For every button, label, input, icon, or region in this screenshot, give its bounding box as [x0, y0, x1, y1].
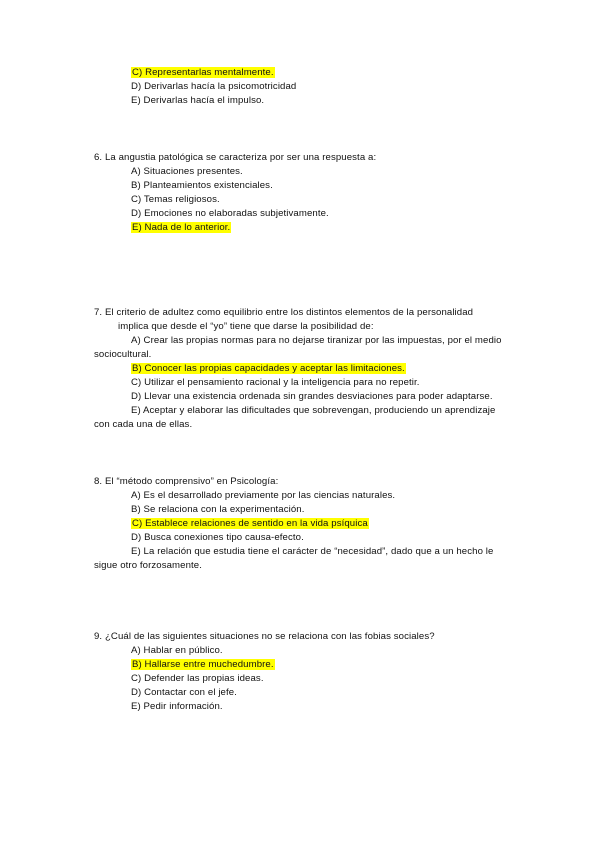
q6-option-a: A) Situaciones presentes.	[131, 166, 243, 177]
q7-stem-line-2: implica que desde el “yo” tiene que darse la posibilidad de:	[118, 321, 374, 332]
q8-option-e-line-1: E) La relación que estudia tiene el carácter de “necesidad”, dado que a un hecho le	[131, 546, 494, 557]
q7-option-a-line-1: A) Crear las propias normas para no dejarse tiranizar por las impuestas, por el medio	[131, 335, 502, 346]
q9-option-a: A) Hablar en público.	[131, 645, 223, 656]
q5-option-e: E) Derivarlas hacía el impulso.	[131, 95, 265, 106]
q8-stem: 8. El “método comprensivo” en Psicología:	[94, 476, 279, 487]
q8-option-a: A) Es el desarrollado previamente por las ciencias naturales.	[131, 490, 396, 501]
q6-option-b: B) Planteamientos existenciales.	[131, 180, 273, 191]
answer-highlight: C) Representarlas mentalmente.	[132, 67, 274, 78]
answer-highlight: C) Establece relaciones de sentido en la vida psíquica	[132, 518, 368, 529]
q5-option-d: D) Derivarlas hacía la psicomotricidad	[131, 81, 297, 92]
answer-highlight: B) Hallarse entre muchedumbre.	[132, 659, 274, 670]
q6-option-c: C) Temas religiosos.	[131, 194, 220, 205]
q7-option-e-line-1: E) Aceptar y elaborar las dificultades que sobrevengan, produciendo un aprendizaje	[131, 405, 496, 416]
q7-option-c: C) Utilizar el pensamiento racional y la inteligencia para no repetir.	[131, 377, 420, 388]
q8-option-e-line-2: sigue otro forzosamente.	[94, 560, 202, 571]
q6-option-e	[131, 221, 231, 234]
q8-option-d: D) Busca conexiones tipo causa-efecto.	[131, 532, 304, 543]
q9-option-b	[131, 658, 275, 671]
q9-option-d: D) Contactar con el jefe.	[131, 687, 237, 698]
q9-stem: 9. ¿Cuál de las siguientes situaciones no se relaciona con las fobias sociales?	[94, 631, 435, 642]
answer-highlight: B) Conocer las propias capacidades y aceptar las limitaciones.	[132, 363, 405, 374]
q7-option-b	[131, 362, 406, 375]
q7-option-a-line-2: sociocultural.	[94, 349, 152, 360]
q5-option-c	[131, 66, 275, 79]
q9-option-e: E) Pedir información.	[131, 701, 223, 712]
q7-stem-line-1: 7. El criterio de adultez como equilibrio entre los distintos elementos de la personalidad	[94, 307, 474, 318]
q6-option-d: D) Emociones no elaboradas subjetivamente.	[131, 208, 329, 219]
q7-option-d: D) Llevar una existencia ordenada sin grandes desviaciones para poder adaptarse.	[131, 391, 493, 402]
answer-highlight: E) Nada de lo anterior.	[132, 222, 231, 233]
q6-stem: 6. La angustia patológica se caracteriza por ser una respuesta a:	[94, 152, 377, 163]
q8-option-b: B) Se relaciona con la experimentación.	[131, 504, 305, 515]
q9-option-c: C) Defender las propias ideas.	[131, 673, 264, 684]
q7-option-e-line-2: con cada una de ellas.	[94, 419, 193, 430]
q8-option-c	[131, 517, 369, 530]
